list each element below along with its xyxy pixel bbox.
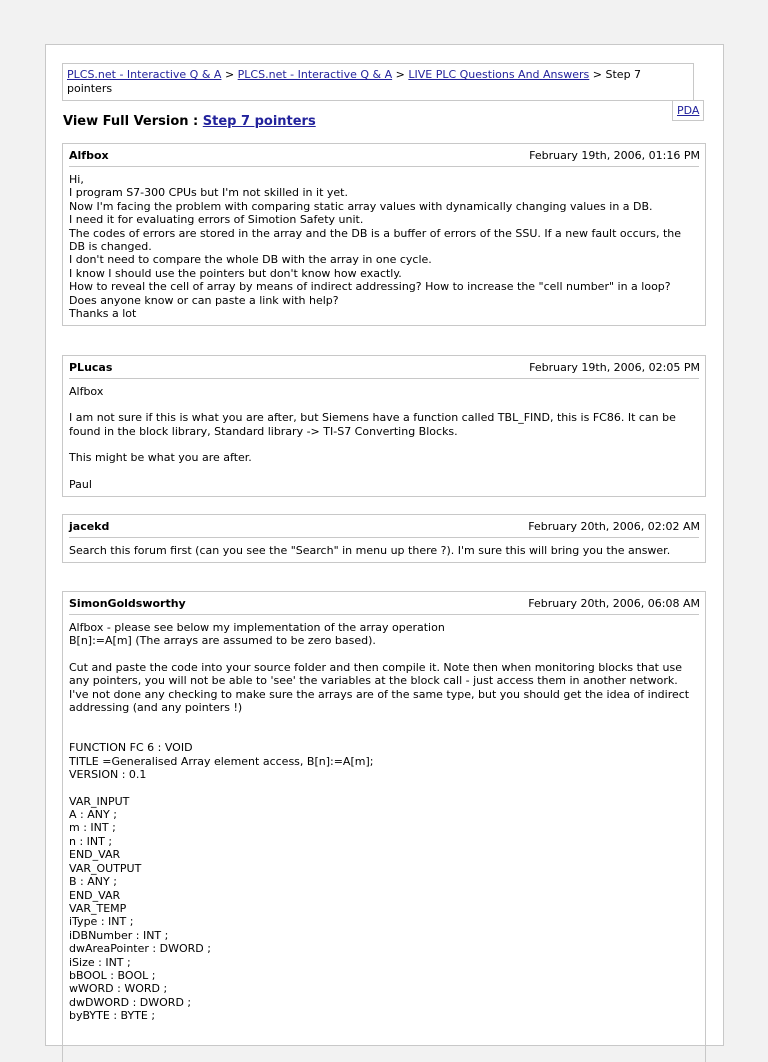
code-line: dwDWORD : DWORD ; [69,995,192,1009]
post-body [69,537,699,562]
post-line: How to reveal the cell of array by means of indirect addressing? How to increase the "cell number" in a loop? [69,280,671,294]
post-paragraph: Search this forum first (can you see the "Search" in menu up there ?). I'm sure this will bring you the answer. [69,544,671,557]
post-line: The codes of errors are stored in the array and the DB is a buffer of errors of the SSU. If a new fault occurs, the DB is changed. [69,226,682,254]
breadcrumb-link-home[interactable]: PLCS.net - Interactive Q & A [67,68,222,81]
code-line: byBYTE : BYTE ; [69,1009,156,1023]
code-line: END_VAR [69,848,121,862]
code-block-header [69,741,699,781]
post-line: Does anyone know or can paste a link with help? [69,293,339,307]
post-paragraph: I am not sure if this is what you are after, but Siemens have a function called TBL_FIND, this is FC86. It can be found in the block library, Standard library -> TI-S7 Converting Blocks. [69,411,676,438]
post-body [69,378,699,496]
post-line: Hi, [69,173,84,186]
code-line: FUNCTION FC 6 : VOID [69,741,193,755]
code-line: END_VAR [69,888,121,902]
post-header [63,144,705,166]
post-header [63,515,705,537]
code-line: VAR_TEMP [69,901,127,915]
post-author: jacekd [69,520,110,533]
post-author: Alfbox [69,149,109,162]
code-line: wWORD : WORD ; [69,982,168,996]
code-line: n : INT ; [69,834,113,848]
post-date: February 19th, 2006, 02:05 PM [529,361,700,374]
post-line: I don't need to compare the whole DB with the array in one cycle. [69,253,432,267]
post-line: Now I'm facing the problem with comparing static array values with dynamically changing values in a DB. [69,199,653,213]
breadcrumb-current: Step 7 pointers [67,68,642,95]
post [62,143,706,326]
code-line: VAR_INPUT [69,794,130,808]
post-paragraph: Cut and paste the code into your source folder and then compile it. Note then when monitoring blocks that use any pointers, you will not be able to 'see' the variables at the block call - just access them in another network. I've not done any checking to make sure the arrays are of the same type, but you should get the idea of indirect addressing (and any pointers !) [69,660,690,715]
code-line: dwAreaPointer : DWORD ; [69,942,211,956]
code-line: TITLE =Generalised Array element access, B[n]:=A[m]; [69,754,374,768]
breadcrumb-link-live-plc[interactable]: LIVE PLC Questions And Answers [408,68,590,81]
post [62,355,706,497]
post-date: February 20th, 2006, 02:02 AM [528,520,700,533]
view-full-link[interactable]: Step 7 pointers [202,114,316,129]
post-paragraph: This might be what you are after. [69,451,252,465]
code-line: iDBNumber : INT ; [69,928,169,942]
breadcrumb-separator: > [592,68,602,81]
breadcrumb-separator: > [395,68,405,81]
post-line: I need it for evaluating errors of Simotion Safety unit. [69,213,364,227]
post-author: SimonGoldsworthy [69,597,186,610]
breadcrumb [62,63,694,101]
breadcrumb-link-forum-home[interactable]: PLCS.net - Interactive Q & A [237,68,393,81]
post-body [69,614,699,1023]
code-line: B : ANY ; [69,875,117,889]
post [62,591,706,1062]
code-line: VERSION : 0.1 [69,768,147,782]
post-line: I know I should use the pointers but don't know how exactly. [69,266,402,280]
post-paragraph: Alfbox [69,385,104,398]
post-header [63,592,705,614]
post-line: Thanks a lot [69,307,137,321]
code-line: bBOOL : BOOL ; [69,968,156,982]
post-line: I program S7-300 CPUs but I'm not skilled in it yet. [69,186,348,200]
code-block-vars [69,795,699,1023]
view-full-label: View Full Version : [63,114,199,129]
view-full-version [63,114,316,129]
post-body [69,166,699,325]
breadcrumb-separator: > [224,68,235,81]
post-author: PLucas [69,361,113,374]
code-line: iSize : INT ; [69,955,131,969]
code-line: m : INT ; [69,821,116,835]
page-container [45,44,724,1046]
post-line: Alfbox - please see below my implementation of the array operation [69,621,445,634]
post-paragraph: Paul [69,477,92,491]
post-date: February 20th, 2006, 06:08 AM [528,597,700,610]
post-header [63,356,705,378]
pda-link[interactable]: PDA [672,100,704,121]
code-line: VAR_OUTPUT [69,861,142,875]
code-line: A : ANY ; [69,808,117,822]
code-line: iType : INT ; [69,915,134,929]
post-line: B[n]:=A[m] (The arrays are assumed to be zero based). [69,634,376,648]
post [62,514,706,563]
post-date: February 19th, 2006, 01:16 PM [529,149,700,162]
